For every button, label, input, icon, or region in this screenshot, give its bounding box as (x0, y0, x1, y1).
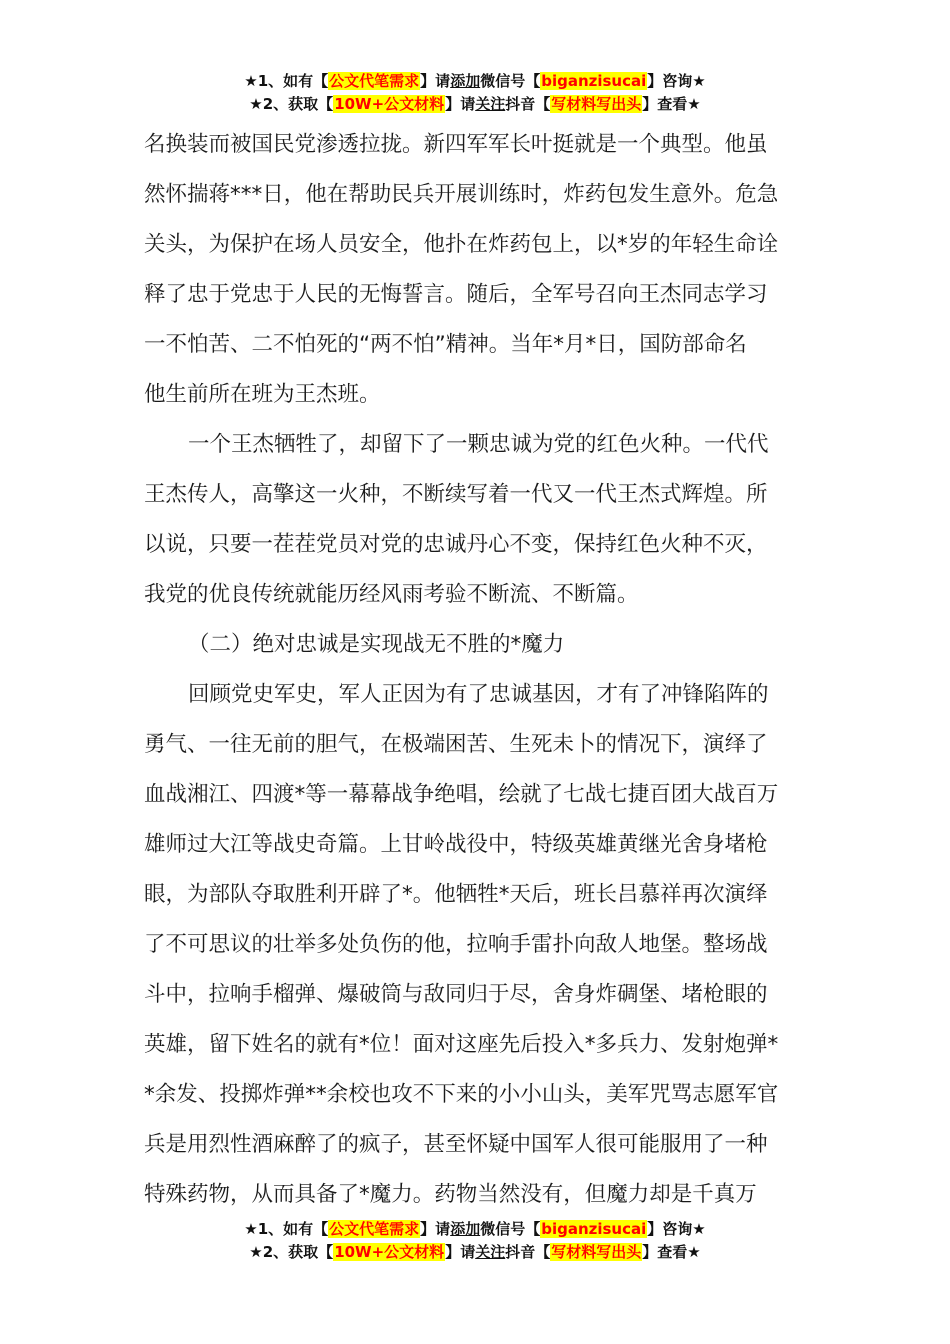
text-line: 血战湘江、四渡*等一幕幕战争绝唱，绘就了七战七捷百团大战百万 (144, 782, 779, 807)
banner-text: 抖音【 (505, 95, 551, 113)
banner-highlight-wechat-id: biganzisucai (541, 1220, 647, 1238)
header-banner (0, 70, 950, 116)
text-line: 勇气、一往无前的胆气，在极端困苦、生死未卜的情况下，演绎了 (144, 732, 768, 757)
banner-highlight: 公文代笔需求 (329, 1220, 420, 1238)
banner-underlined: 关注 (475, 95, 506, 113)
banner-text: 抖音【 (505, 1243, 551, 1261)
banner-highlight-wechat-id: biganzisucai (541, 72, 647, 90)
banner-underlined: 添加 (450, 72, 481, 90)
text-line: 王杰传人，高擎这一火种，不断续写着一代又一代王杰式辉煌。所 (144, 482, 768, 507)
banner-text: 】请 (445, 1243, 476, 1261)
banner-text: 】请 (420, 72, 451, 90)
banner-text: 】咨询★ (647, 1220, 706, 1238)
banner-highlight: 10W+公文材料 (334, 95, 445, 113)
text-line: 了不可思议的壮举多处负伤的他，拉响手雷扑向敌人地堡。整场战 (144, 932, 768, 957)
text-line: 兵是用烈性酒麻醉了的疯子，甚至怀疑中国军人很可能服用了一种 (144, 1132, 768, 1157)
paragraph-start-line: 一个王杰牺牲了，却留下了一颗忠诚为党的红色火种。一代代 (188, 432, 769, 457)
banner-text: ★1、如有【 (244, 72, 329, 90)
banner-text: 】请 (420, 1220, 451, 1238)
banner-text: ★2、获取【 (249, 1243, 334, 1261)
text-line: 我党的优良传统就能历经风雨考验不断流、不断篇。 (144, 582, 639, 607)
banner-line-2 (0, 1241, 950, 1264)
banner-text: ★1、如有【 (244, 1220, 329, 1238)
banner-line-1 (0, 1218, 950, 1241)
text-line: 特殊药物，从而具备了*魔力。药物当然没有，但魔力却是千真万 (144, 1182, 757, 1207)
banner-highlight-douyin: 写材料写出头 (551, 1243, 642, 1261)
text-line: 名换装而被国民党渗透拉拢。新四军军长叶挺就是一个典型。他虽 (144, 132, 768, 157)
banner-text: 】查看★ (642, 1243, 701, 1261)
text-line: 雄师过大江等战史奇篇。上甘岭战役中，特级英雄黄继光舍身堵枪 (144, 832, 768, 857)
banner-text: ★2、获取【 (249, 95, 334, 113)
banner-text: 微信号【 (480, 72, 541, 90)
banner-underlined: 关注 (475, 1243, 506, 1261)
banner-highlight: 10W+公文材料 (334, 1243, 445, 1261)
banner-text: 】请 (445, 95, 476, 113)
text-line: *余发、投掷炸弹**余校也攻不下来的小小山头，美军咒骂志愿军官 (144, 1082, 779, 1107)
banner-line-1 (0, 70, 950, 93)
document-body (144, 120, 806, 1220)
section-heading: （二）绝对忠诚是实现战无不胜的*魔力 (188, 632, 565, 657)
text-line: 斗中，拉响手榴弹、爆破筒与敌同归于尽，舍身炸碉堡、堵枪眼的 (144, 982, 768, 1007)
banner-highlight: 公文代笔需求 (329, 72, 420, 90)
banner-text: 】查看★ (642, 95, 701, 113)
banner-highlight-douyin: 写材料写出头 (551, 95, 642, 113)
text-line: 他生前所在班为王杰班。 (144, 382, 381, 407)
banner-text: 】咨询★ (647, 72, 706, 90)
text-line: 以说，只要一茬茬党员对党的忠诚丹心不变，保持红色火种不灭， (144, 532, 768, 557)
text-line: 然怀揣蒋***日，他在帮助民兵开展训练时，炸药包发生意外。危急 (144, 182, 779, 207)
banner-line-2 (0, 93, 950, 116)
text-line: 一不怕苦、二不怕死的“两不怕”精神。当年*月*日，国防部命名 (144, 332, 747, 357)
banner-underlined: 添加 (450, 1220, 481, 1238)
paragraph-start-line: 回顾党史军史，军人正因为有了忠诚基因，才有了冲锋陷阵的 (188, 682, 769, 707)
text-line: 关头，为保护在场人员安全，他扑在炸药包上，以*岁的年轻生命诠 (144, 232, 779, 257)
text-line: 眼，为部队夺取胜利开辟了*。他牺牲*天后，班长吕慕祥再次演绎 (144, 882, 768, 907)
text-line: 英雄，留下姓名的就有*位！面对这座先后投入*多兵力、发射炮弹* (144, 1032, 779, 1057)
footer-banner (0, 1218, 950, 1264)
banner-text: 微信号【 (480, 1220, 541, 1238)
text-line: 释了忠于党忠于人民的无悔誓言。随后，全军号召向王杰同志学习 (144, 282, 768, 307)
